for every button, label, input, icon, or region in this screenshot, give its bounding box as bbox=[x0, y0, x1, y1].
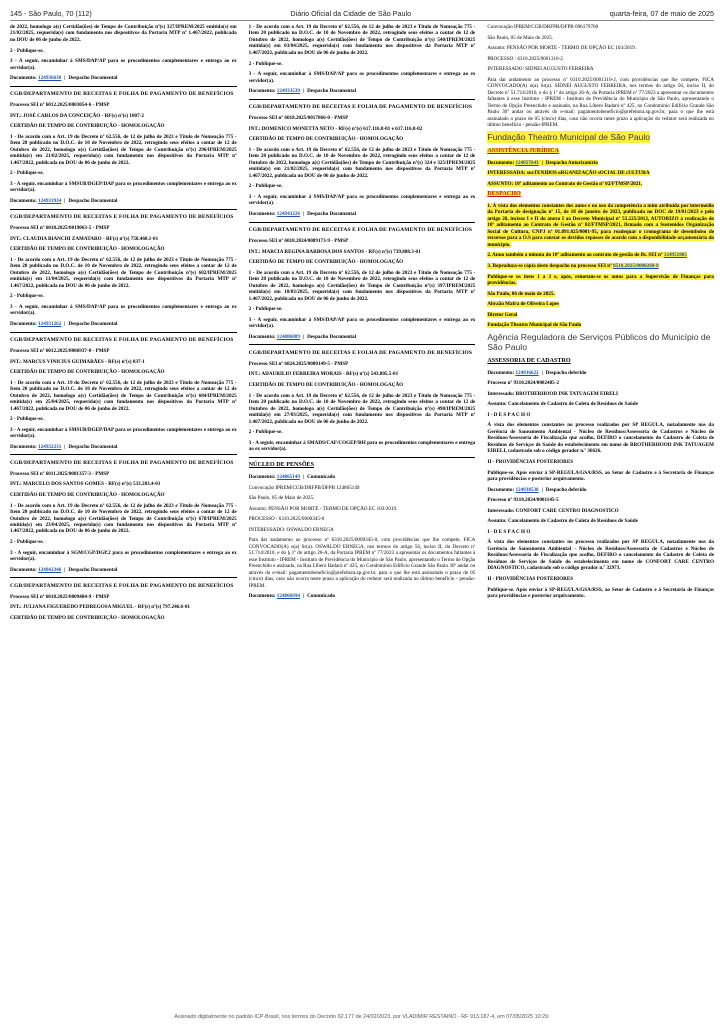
paragraph: 1 - De acordo com o Art. 19 do Decreto nº 62.556, de 12 de julho de 2023 e Título de Nomeação 775 - Item 20 publicado no D.O.C. de 10 de Novembro de 2022, retrogindo seus efeitos a contar de 12 de Outubro de 2022, homologo a(s) Certidão(ões) de Tempo de Contribuição nº(s) 540/IPREM/2025 emitida(s) em 03/04/2025, requerida(s) com fundamento nos dispositivos da Portaria MTP nº 1.467/2022, publicada no DOU de 06 de junho de 2022. bbox=[248, 24, 476, 56]
process-number: Processo SEI nº 6018.2025/0019063-5 - PMSP bbox=[10, 225, 110, 232]
convocation-id: Convocação IPREM/CGB/DRFPB/DFPB 124865149 bbox=[248, 484, 360, 491]
signature-footer: Assinado digitalmente no padrão ICP-Brasil, nos termos do Decreto 62.177 de 24/02/2023, por VLADIMIR RESTAINO - RF 913.187-4, em 07/05/2025 10:29. bbox=[174, 1014, 550, 1020]
document-line: Documento: 124886889 | Despacho Documental bbox=[248, 333, 357, 340]
section-title: CGB/DEPARTAMENTO DE RECEITAS E FOLHA DE PAGAMENTO DE BENEFÍCIOS bbox=[10, 214, 234, 221]
document-link[interactable]: 124866694 bbox=[276, 593, 300, 600]
interested-party: INT.: MARCUS VINICIUS GUIMARÃES - RF(s) nº(s) 837-1 bbox=[10, 358, 145, 365]
document-line: Documento: 124938538 | Despacho deferido bbox=[487, 486, 587, 493]
paragraph: 1 - De acordo com o Art. 19 do Decreto nº 62.556, de 12 de julho de 2023 e Título de Nomeação 775 - Item 20 publicado no D.O.C. de 10 de Novembro de 2022, retrogindo seus efeitos a contar de 12 de Outubro de 2022, homologo a(s) Certidão(ões) de Tempo de Contribuição nº(s) 602/IPREM/2025 emitida(s) em 11/04/2025, requerida(s) com fundamento nos dispositivos da Portaria MTP nº 1.467/2022, publicada no DOU de 06 de junho de 2022. bbox=[10, 256, 237, 289]
document-link[interactable]: 8510.2025/0000260-0 bbox=[613, 263, 659, 270]
paragraph: 3 - A seguir, encaminhar à SGM/CGP/DGP.2 para os procedimentos complementares e entrega ao ex servidor(a). bbox=[10, 549, 237, 563]
interested-party: INTERESSADO: SIDNEI AUGUSTO FERREIRA bbox=[487, 66, 594, 73]
interested-party: INT.: CLAUDIA BIANCHI ZAMATARO - RF(s) nº(s) 758.460.1-01 bbox=[10, 235, 159, 242]
document-link[interactable]: 124957643 bbox=[515, 159, 539, 166]
certificate-title: CERTIDÃO DE TEMPO DE CONTRIBUIÇÃO - HOMOLOGAÇÃO bbox=[248, 259, 404, 266]
document-link[interactable]: 124933934 bbox=[38, 198, 62, 205]
paragraph: Publique-se. Após enviar à SP-REGULA/GSA/RSS, ao Setor de Cadastro e à Secretaria de Finanças para providências e posterior arquivamento. bbox=[487, 586, 714, 600]
document-link[interactable]: 124936630 bbox=[38, 75, 62, 82]
section-heading: ASSESSORIA DE CADASTRO bbox=[487, 357, 571, 364]
header-date: quarta-feira, 07 de maio de 2025 bbox=[609, 8, 714, 18]
certificate-title: CERTIDÃO DE TEMPO DE CONTRIBUIÇÃO - HOMOLOGAÇÃO bbox=[248, 382, 404, 389]
process-number: Processo SEI nº 6024.2025/0000149-5 - PMSP bbox=[248, 360, 349, 367]
divider bbox=[249, 457, 476, 458]
process-number: Processo nº 9310.2024/0002485-2 bbox=[487, 380, 560, 387]
providencias-heading: II - PROVIDÊNCIAS POSTERIORES bbox=[487, 458, 574, 465]
column-1 bbox=[10, 24, 237, 1004]
providencias-heading: II - PROVIDÊNCIAS POSTERIORES bbox=[487, 575, 574, 582]
paragraph: de 2022, homologo a(s) Certidão(ões) de Tempo de Contribuição nº(s) 327/IPREM/2025 emitida(s) em 21/02/2025, requerida(s) com fundamento nos dispositivos da Portaria MTP nº 1.467/2022, publicada no DOU de 06 de junho de 2022. bbox=[10, 24, 237, 43]
paragraph: 1 - De acordo com o Art. 19 do Decreto nº 62.556, de 12 de julho de 2023 e Título de Nomeação 775 - Item 20 publicado no D.O.C. de 10 de Novembro de 2022, retrogindo seus efeitos a contar de 12 de Outubro de 2022, homologo a(s) Certidão(ões) de Tempo de Contribuição nº(s) 498/IPREM/2025 emitida(s) em 27/03/2025, requerida(s) com fundamento nos dispositivos da Portaria MTP nº 1.467/2022, publicada no DOU de 06 de junho de 2022. bbox=[248, 392, 476, 425]
divider bbox=[249, 344, 476, 345]
document-line: Documento: 124931262 | Despacho Documental bbox=[10, 320, 118, 327]
paragraph: 3 - A seguir, encaminhar à SMS/DAP/AP para os procedimentos complementares e entrega ao ex servidor(a). bbox=[10, 303, 237, 317]
paragraph: 1 - De acordo com o Art. 19 do Decreto nº 62.556, de 12 de julho de 2023 e Título de Nomeação 775 - Item 20 publicado no D.O.C. de 10 de Novembro de 2022, retrogindo seus efeitos a contar de 12 de Outubro de 2022, homologo a(s) Certidão(ões) de Tempo de Contribuição nº(s) 678/IPREM/2025 emitida(s) em 23/04/2025, requerida(s) com fundamento nos dispositivos da Portaria MTP nº 1.467/2022, publicada no DOU de 06 de junho de 2022. bbox=[10, 502, 237, 535]
interested-party: INTERESSADO: OSWALDO ERNEGA bbox=[248, 526, 334, 533]
divider bbox=[10, 209, 237, 210]
org-footer: Fundação Theatro Municipal de São Paulo bbox=[487, 322, 582, 329]
paragraph: 3 - A seguir, encaminhar à SMS/DAP/AP para os procedimentos complementares e entrega ao ex servidor(a). bbox=[248, 71, 476, 84]
subject: Assunto: Cancelamento de Cadastro de Coleta de Resíduos de Saúde bbox=[487, 401, 638, 408]
despacho-heading: I - D E S P A C H O bbox=[487, 528, 531, 535]
section-title: CGB/DEPARTAMENTO DE RECEITAS E FOLHA DE PAGAMENTO DE BENEFÍCIOS bbox=[10, 91, 234, 98]
subject: Assunto: PENSÃO POR MORTE - TERMO DE OPÇÃO EC 103/2019. bbox=[248, 505, 398, 512]
document-line: Documento: 124933934 | Despacho Documental bbox=[10, 198, 118, 205]
paragraph: 3 - A seguir, encaminhar à SMS/DAP/AP para os procedimentos complementares e entrega ao ex servidor(a). bbox=[10, 58, 237, 71]
section-title: CGB/DEPARTAMENTO DE RECEITAS E FOLHA DE PAGAMENTO DE BENEFÍCIOS bbox=[10, 582, 234, 589]
document-line: Documento: 124865149 | Comunicado bbox=[248, 473, 336, 480]
document-link[interactable]: 124936622 bbox=[515, 369, 539, 376]
process-number: Processo nº 9310.2024/0001145-5 bbox=[487, 497, 559, 504]
divider bbox=[10, 577, 237, 578]
document-line: Documento: 124936622 | Despacho deferido bbox=[487, 369, 587, 376]
header-edition: 145 - São Paulo, 70 (112) bbox=[10, 8, 92, 18]
paragraph: 3 - A seguir, encaminhar à SMSUB/DGEP/DAP para os procedimentos complementares e entrega ao ex servidor(a). bbox=[10, 181, 237, 194]
certificate-title: CERTIDÃO DE TEMPO DE CONTRIBUIÇÃO - HOMOLOGAÇÃO bbox=[10, 369, 165, 376]
certificate-title: CERTIDÃO DE TEMPO DE CONTRIBUIÇÃO - HOMOLOGAÇÃO bbox=[248, 136, 404, 143]
certificate-title: CERTIDÃO DE TEMPO DE CONTRIBUIÇÃO - HOMOLOGAÇÃO bbox=[10, 123, 165, 130]
paragraph: Para dar andamento ao processo nº 6310.2025/0000345-0, com providências que lhe compete, FICA CONVOCADO(A) o(a) Sr(a). OSWALDO ERNEGA, nos termos do artigo 56, inciso II, do Decreto nº 51.714/2010, e do § 1º do artigo 26-A, da Portaria IPREM nº 77/2023 a apresentar os documentos faltantes à esse Instituto - IPREM - Instituto de Previdência do Município de São Paulo, apresentando o Termo de Opção Preenchido e assinado, na Rua Líbero Badaró nº 425, no Condomínio Edifício Grande São Paulo 30º andar ou através do e-mail: pagamentobeneficio@prefeitura.sp.gov.br, para o que lhe está assinalado o prazo de 05 (cinco) dias, caso não ocorra neste prazo a aplicação do redutor será realizada no último benefício - pensão-IPREM. bbox=[248, 537, 476, 589]
convocation-id: Convocação IPREM/CGB/DRFPB/DFPB 096179760 bbox=[487, 24, 599, 30]
paragraph: Publique-se. Após enviar à SP-REGULA/GSA/RSS, ao Setor de Cadastro e à Secretaria de Finanças para providências e posterior arquivamento. bbox=[487, 469, 714, 482]
org-heading-agencia: Agência Reguladora de Serviços Públicos do Município de São Paulo bbox=[487, 332, 711, 352]
paragraph: 2 - Publique-se. bbox=[248, 60, 283, 67]
document-line: Documento: 124942346 | Despacho Documental bbox=[10, 566, 118, 573]
paragraph: 1 - De acordo com o Art. 19 do Decreto nº 62.556, de 12 de julho de 2023 e Título de Nomeação 775 - Item 20 publicado no D.O.C. de 10 de Novembro de 2022, retrogindo seus efeitos a contar de 12 de Outubro de 2022, homologo a(s) Certidão(ões) de Tempo de Contribuição nº(s) 397/IPREM/2025 emitida(s) em 10/03/2025, requerida(s) com fundamento nos dispositivos da Portaria MTP nº 1.467/2022, publicada no DOU de 06 de junho de 2022. bbox=[248, 269, 476, 302]
document-link[interactable]: 124865149 bbox=[276, 473, 300, 480]
document-link[interactable]: 124943226 bbox=[276, 211, 300, 218]
interested-party: INT.: ADAURILIO FERREIRA MORAIS - RF(s) nº(s) 543.805.5-01 bbox=[248, 371, 399, 378]
document-link[interactable]: 124932231 bbox=[38, 443, 62, 450]
paragraph: À vista dos elementos constantes no processo realizados por SP REGULA, notadamente nos da Gerência de Saneamento Ambiental - Núcleo de Resíduos/Assessoria de Cadastros e Núcleo de Resíduos/Assessoria de Fiscalização que acolho, DEFIRO o cancelamento do Cadastro de Coleta de Resíduos de Serviços de Saúde do estabelecimento em nome de CONFORT CARE CENTRO DIAGNOSTICO, cadastrado sob o código gerador n.º 32973. bbox=[487, 539, 714, 572]
process-number: Processo SEI nº 6018.2025/0017866-0 - PMSP bbox=[248, 115, 349, 122]
document-link[interactable]: 124951805 bbox=[663, 252, 687, 259]
interested-party: INT.: JOSÉ CARLOS DA CONCEIÇÃO - RF(s) nº(s) 1807-2 bbox=[10, 112, 144, 119]
process-number: PROCESSO : 6310.2025/0000345-0 bbox=[248, 516, 325, 523]
document-line: Documento: 124936630 | Despacho Documental bbox=[10, 75, 118, 82]
page-header bbox=[10, 6, 714, 20]
paragraph: 1. À vista dos elementos constantes dos autos e no uso da competência a mim atribuída por intermédio da Portaria de designação nº 15, de 18 de janeiro de 2023, publicada no DOC de 19/01/2023 e pelo artigo 28, incisos I e II do anexo I ao Decreto Municipal nº 53.225/2012, AUTORIZO a realização do 10º aditamento ao Contrato de Gestão nº 02/FTMSP/2021, firmado com a Sustenidos Organização Social de Cultura, CNPJ nº 01.891.025/0001-95, para readequar o cronograma de desembolso de recursos para a O.S para constar os devidos repasses de acordo com a disponibilidade orçamentária do município. bbox=[487, 203, 714, 248]
document-line: Documento: 124866694 | Comunicado bbox=[248, 593, 336, 600]
interested-party: INTERESSADA: susTENIDOS oRGANIZAÇÃO sOCIAL DE cULTURA bbox=[487, 170, 650, 177]
paragraph: 2 - Publique-se. bbox=[248, 183, 283, 190]
section-heading: NÚCLEO DE PENSÕES bbox=[248, 462, 315, 469]
section-title: CGB/DEPARTAMENTO DE RECEITAS E FOLHA DE PAGAMENTO DE BENEFÍCIOS bbox=[248, 104, 473, 111]
document-link[interactable]: 124886889 bbox=[276, 333, 300, 340]
paragraph: 3 - A seguir, encaminhar à SMSUB/DGEP/DAP para os procedimentos complementares e entrega ao ex servidor(a). bbox=[10, 426, 237, 440]
header-publication: Diário Oficial da Cidade de São Paulo bbox=[290, 8, 412, 18]
section-title: CGB/DEPARTAMENTO DE RECEITAS E FOLHA DE PAGAMENTO DE BENEFÍCIOS bbox=[10, 336, 234, 343]
paragraph: Publique-se os itens 1 a 3 e, após, remetam-se os autos para a Supervisão de Finanças para providências. bbox=[487, 273, 714, 287]
interested-party: INT.: DOMENICO MONETTA NETO - RF(s) nº(s) 617.116.8-01 e 617.116.8-02 bbox=[248, 125, 423, 132]
document-link[interactable]: 124933539 bbox=[276, 88, 300, 95]
process-number: Processo SEI nº 6011.2025/0001357-3 - PMSP bbox=[10, 470, 110, 477]
interested-party: INT.: JULIANA FIGUEREDO PEDREGOSA MIGUEL - RF(s) nº(s) 797.246.6-01 bbox=[10, 604, 190, 611]
interested-party: Interessado: BROTHERHOOD INK TATUAGEM EIRELI bbox=[487, 390, 619, 397]
org-heading-fundacao: Fundação Theatro Municipal de São Paulo bbox=[487, 131, 651, 142]
divider bbox=[10, 332, 237, 333]
process-number: Processo SEI nº 6012.2025/0006937-0 - PMSP bbox=[10, 347, 110, 354]
paragraph: 1 - De acordo com o Art. 19 do Decreto nº 62.556, de 12 de julho de 2023 e Título de Nomeação 775 - Item 20 publicado no D.O.C. de 10 de Novembro de 2022, retrogindo seus efeitos a contar de 12 de Outubro de 2022, homologo a(s) Certidão(ões) de Tempo de Contribuição nº(s) 684/IPREM/2025 emitida(s) em 25/04/2025, requerida(s) com fundamento nos dispositivos da Portaria MTP nº 1.467/2022, publicada no DOU de 06 de junho de 2022. bbox=[10, 379, 237, 412]
interested-party: INT.: MARCELO DOS SANTOS GOMES - RF(s) nº(s) 533.283.4-01 bbox=[10, 481, 161, 488]
certificate-title: CERTIDÃO DE TEMPO DE CONTRIBUIÇÃO - HOMOLOGAÇÃO bbox=[10, 491, 165, 498]
document-line: Documento: 124932231 | Despacho Documental bbox=[10, 443, 118, 450]
section-title: CGB/DEPARTAMENTO DE RECEITAS E FOLHA DE PAGAMENTO DE BENEFÍCIOS bbox=[248, 227, 473, 233]
paragraph: Para dar andamento ao processo nº 6310.2025/0001310-2, com providências que lhe compete, FICA CONVOCADO(A) o(a) Sr(a). SIDNEI AUGUSTO FERREIRA, nos termos do artigo 56, inciso II, do Decreto nº 51.714/2010, e do § 1º do artigo 26-A, da Portaria IPREM nº 77/2023 a apresentar os documentos faltantes à esse Instituto - IPREM - Instituto de Previdência do Município de São Paulo, apresentando o Termo de Opção Preenchido e assinado, na Rua Líbero Badaró nº 425, no Condomínio Edifício Grande São Paulo 30º andar ou através do e-mail: pagamentobeneficio@prefeitura.sp.gov.br, para o que lhe está assinalado o prazo de 05 (cinco) dias, caso não ocorra neste prazo a aplicação do redutor será realizada no último benefício - pensão-IPREM. bbox=[487, 76, 714, 129]
paragraph: 2 - Publique-se. bbox=[10, 416, 44, 423]
paragraph: 2 - Publique-se. bbox=[248, 306, 283, 313]
document-type: Despacho Documental bbox=[68, 75, 118, 82]
section-heading: ASSISTÊNCIA JURÍDICA bbox=[487, 147, 559, 154]
interested-party: INT.: MARCIA REGINA BARBOSA DOS SANTOS - RF(s) nº(s) 739.888.3-01 bbox=[248, 248, 421, 255]
paragraph: 2 - Publique-se. bbox=[10, 293, 44, 300]
document-link[interactable]: 124931262 bbox=[38, 320, 62, 327]
date-line: São Paulo, 05 de Maio de 2025. bbox=[487, 34, 554, 41]
signer-name: Abraão Mafra de Oliveira Lopes bbox=[487, 301, 560, 308]
process-number: Processo SEI nº 6018.2025/0009484-9 - PMSP bbox=[10, 593, 110, 600]
document-line: Documento: 124957643 | Despacho Autorizatório bbox=[487, 159, 598, 166]
paragraph: 2 - Publique-se. bbox=[10, 170, 44, 177]
process-number: PROCESSO : 6310.2025/0001310-2 bbox=[487, 55, 563, 62]
subject: ASSUNTO: 10º aditamento ao Contrato de Gestão nº 02/FTMSP/2021. bbox=[487, 180, 643, 187]
paragraph: 1 - De acordo com o Art. 19 do Decreto nº 62.556, de 12 de julho de 2023 e Título de Nomeação 775 - Item 20 publicado no D.O.C. de 10 de Novembro de 2022, retrogindo seus efeitos a contar de 12 de Outubro de 2022, homologo a(s) Certidão(ões) de Tempo de Contribuição nº(s) 324 e 325/IPREM/2025 emitida(s) em 21/02/2025, requerida(s) com fundamento nos dispositivos da Portaria MTP nº 1.467/2022, publicada no DOU de 06 de junho de 2022. bbox=[248, 146, 476, 179]
paragraph: 2 - Publique-se. bbox=[10, 539, 44, 546]
subject: Assunto: Cancelamento de Cadastro de Coleta de Resíduos de Saúde bbox=[487, 518, 638, 525]
despacho-heading: DESPACHO bbox=[487, 191, 521, 198]
divider bbox=[249, 99, 476, 100]
divider bbox=[10, 86, 237, 87]
section-title: CGB/DEPARTAMENTO DE RECEITAS E FOLHA DE PAGAMENTO DE BENEFÍCIOS bbox=[10, 459, 234, 466]
paragraph: 2. Anuo também a minuta do 10º aditamento ao contrato de gestão de fls. SEI nº 124951805 bbox=[487, 252, 687, 259]
paragraph: 1 - De acordo com o Art. 19 do Decreto nº 62.556, de 12 de julho de 2023 e Título de Nomeação 775 - Item 20 publicado no D.O.C. de 10 de Novembro de 2022, retrogindo seus efeitos a contar de 12 de Outubro de 2022, homologo a(s) Certidão(ões) de Tempo de Contribuição nº(s) 296/IPREM/2025 emitida(s) em 21/02/2025, requerida(s) com fundamento nos dispositivos da Portaria MTP nº 1.467/2022, publicada no DOU de 06 de junho de 2022. bbox=[10, 133, 237, 166]
divider bbox=[249, 222, 476, 223]
document-link[interactable]: 124938538 bbox=[515, 486, 539, 493]
document-line: Documento: 124943226 | Despacho Documental bbox=[248, 211, 357, 218]
section-title: CGB/DEPARTAMENTO DE RECEITAS E FOLHA DE PAGAMENTO DE BENEFÍCIOS bbox=[248, 349, 473, 356]
column-3 bbox=[487, 24, 714, 1004]
article-columns bbox=[10, 24, 714, 1004]
interested-party: Interessado: CONFORT CARE CENTRO DIAGNOSTICO bbox=[487, 507, 619, 514]
paragraph: 3 - A seguir, encaminhar à SMS/DAP/AP para os procedimentos complementares e entrega ao ex servidor(a). bbox=[248, 316, 476, 330]
process-number: Processo SEI nº 6018.2024/0089173-9 - PMSP bbox=[248, 238, 349, 245]
document-link[interactable]: 124942346 bbox=[38, 566, 62, 573]
subject: Assunto: PENSÃO POR MORTE - TERMO DE OPÇÃO EC 103/2019. bbox=[487, 45, 637, 52]
certificate-title: CERTIDÃO DE TEMPO DE CONTRIBUIÇÃO - HOMOLOGAÇÃO bbox=[10, 246, 165, 253]
paragraph: 3 - A seguir, encaminhar à SMADS/CAF/COGEP/RH para os procedimentos complementares e entrega ao ex servidor(a). bbox=[248, 439, 476, 453]
paragraph: 2 - Publique-se. bbox=[10, 47, 44, 54]
process-number: Processo SEI nº 6012.2025/0003054-6 - PMSP bbox=[10, 102, 110, 109]
column-2 bbox=[249, 24, 476, 1004]
divider bbox=[10, 454, 237, 455]
paragraph: 3. Reproduza-se cópia deste despacho no processo SEI nº 8510.2025/0000260-0 bbox=[487, 263, 659, 270]
document-line: Documento: 124933539 | Despacho Documental bbox=[248, 88, 357, 95]
certificate-title: CERTIDÃO DE TEMPO DE CONTRIBUIÇÃO - HOMOLOGAÇÃO bbox=[10, 614, 165, 621]
date-line: São Paulo, 06 de maio de 2025. bbox=[487, 290, 555, 297]
paragraph: 2 - Publique-se. bbox=[248, 429, 283, 436]
date-line: São Paulo, 05 de Maio de 2025. bbox=[248, 495, 315, 502]
paragraph: À vista dos elementos constantes no processo realizados por SP REGULA, notadamente nos da Gerência de Saneamento Ambiental - Núcleo de Resíduos/Assessoria de Cadastros e Núcleo de Resíduos/Assessoria de Fiscalização que acolho, DEFIRO o cancelamento do Cadastro de Coleta de Resíduos de Serviços de Saúde do estabelecimento em nome de BROTHERHOOD INK TATUAGEM EIRELI, cadastrado sob o código gerador n.º 36626. bbox=[487, 422, 714, 455]
despacho-heading: I - D E S P A C H O bbox=[487, 411, 531, 418]
paragraph: 3 - A seguir, encaminhar à SMS/DAP/AP para os procedimentos complementares e entrega ao ex servidor(a). bbox=[248, 193, 476, 207]
signer-role: Diretor Geral bbox=[487, 311, 518, 318]
header-rule bbox=[10, 20, 714, 21]
